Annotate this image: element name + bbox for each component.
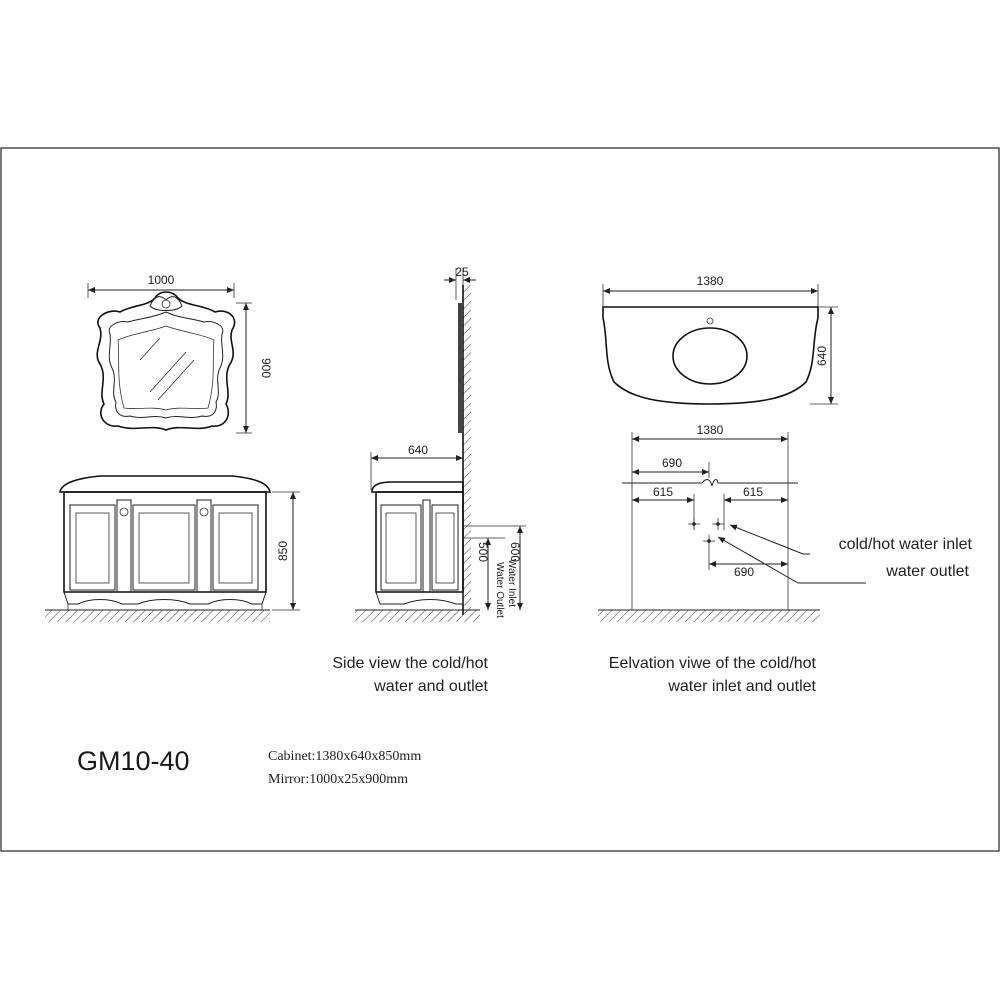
right-inlet-label: 615 <box>742 485 764 499</box>
side-depth-label: 640 <box>407 443 429 457</box>
elevation-width-label: 1380 <box>696 423 724 437</box>
basin-top-view <box>603 274 838 404</box>
side-floor-hatch <box>355 610 480 622</box>
mirror-thickness-label: 25 <box>455 265 469 279</box>
water-outlet-side-label: Water Outlet <box>494 562 505 618</box>
cabinet-door-left <box>70 505 115 590</box>
cabinet-door-right <box>213 505 258 590</box>
side-cabinet-top <box>372 482 463 492</box>
elevation-caption-line-2: water inlet and outlet <box>668 678 816 695</box>
elevation-view <box>598 423 973 695</box>
cabinet-top <box>60 476 270 492</box>
inlet-height-label: 600 <box>508 541 522 563</box>
elevation-caption-line-1: Eelvation viwe of the cold/hot <box>608 655 816 672</box>
mirror-width-label: 1000 <box>147 273 175 287</box>
cabinet-height-label: 850 <box>276 540 290 562</box>
side-view <box>332 265 526 695</box>
outlet-offset-label: 690 <box>733 565 755 579</box>
top-width-label: 1380 <box>696 274 724 288</box>
outlet-leader-line <box>718 537 798 583</box>
elevation-floor-hatch <box>598 610 820 622</box>
side-view-caption-line-1: Side view the cold/hot <box>332 655 488 672</box>
model-number: GM10-40 <box>77 746 190 776</box>
outlet-height-label: 500 <box>476 541 490 563</box>
mirror-front-view <box>88 273 273 433</box>
outlet-callout-label: water outlet <box>886 563 969 580</box>
wall-hatch <box>463 285 471 615</box>
side-view-caption-line-2: water and outlet <box>374 678 488 695</box>
basin-countertop <box>603 307 818 404</box>
center-label: 690 <box>661 456 683 470</box>
cabinet-front-view <box>45 476 300 622</box>
mirror-height-label: 900 <box>259 357 273 379</box>
cabinet-body <box>64 492 266 592</box>
side-cabinet-body <box>376 492 463 592</box>
mirror-frame-inner <box>109 312 223 418</box>
water-inlet-side-label: Water Inlet <box>506 559 517 607</box>
mirror-spec: Mirror:1000x25x900mm <box>268 772 408 787</box>
left-inlet-label: 615 <box>652 485 674 499</box>
cabinet-door-center <box>133 505 195 590</box>
basin-bowl <box>673 328 747 384</box>
mirror-frame-outer <box>97 292 234 430</box>
top-depth-label: 640 <box>815 345 829 367</box>
cold-inlet-marker <box>688 518 700 530</box>
cabinet-plinth <box>64 592 266 604</box>
cabinet-spec: Cabinet:1380x640x850mm <box>268 749 422 764</box>
mirror-glass <box>118 326 214 410</box>
hot-inlet-marker <box>712 518 724 530</box>
mirror-crest-ornament <box>150 297 182 311</box>
floor-hatch <box>45 610 270 622</box>
outlet-marker <box>703 535 715 570</box>
side-mirror-profile <box>458 303 463 433</box>
faucet-hole <box>707 318 713 324</box>
inlet-callout-label: cold/hot water inlet <box>838 536 972 553</box>
